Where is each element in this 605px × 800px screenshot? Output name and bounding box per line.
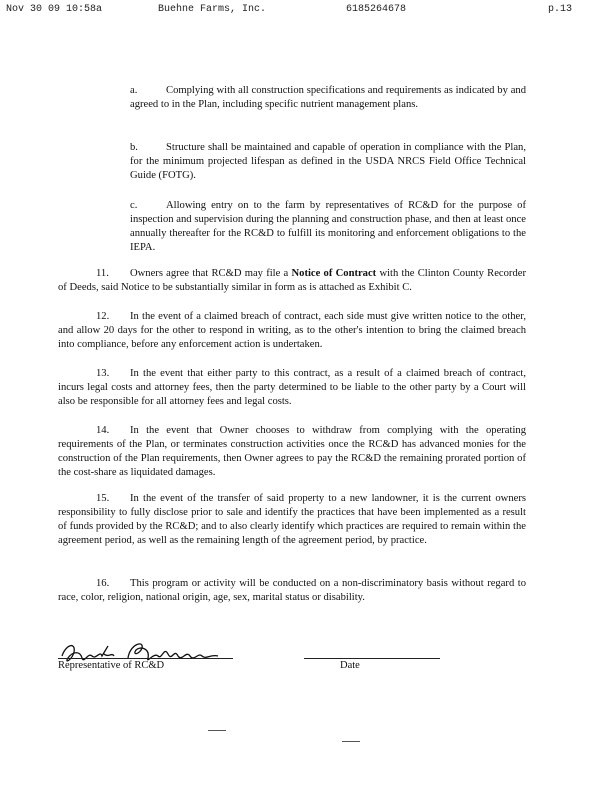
- paragraph-number: 11.: [96, 268, 109, 279]
- paragraph-11: [58, 267, 526, 295]
- paragraph-text: In the event of the transfer of said property to a new landowner, it is the current owners responsibility to fully disclose prior to sale and identify the practices that have been implemented as a result of funds provided by the RC&D; and to also clearly identify which practices are required to remain within the agreement period, as well as the remaining length of the agreement period, by practice.: [58, 493, 526, 546]
- sub-item-c: [130, 199, 526, 255]
- paragraph-text: In the event that Owner chooses to withdraw from complying with the operating requirements of the Plan, or terminates construction activities once the RC&D has advanced monies for the construction of the Plan requirements, then Owner agrees to pay the RC&D the remaining prorated portion of the cost-share as liquidated damages.: [58, 425, 526, 478]
- paragraph-number: 16.: [96, 578, 110, 589]
- paragraph-number: 12.: [96, 311, 110, 322]
- sub-item-label: a.: [130, 85, 138, 96]
- sub-item-text: Complying with all construction specifications and requirements as indicated by and agreed to in the Plan, including specific nutrient management plans.: [130, 85, 526, 110]
- sub-item-text: Structure shall be maintained and capable of operation in compliance with the Plan, for the minimum projected lifespan as defined in the USDA NRCS Field Office Technical Guide (FOTG).: [130, 142, 526, 181]
- paragraph-text: In the event of a claimed breach of contract, each side must give written notice to the other, and allow 20 days for the other to respond in writing, as to the other's intention to bring the claimed breach into compliance, before any enforcement action is undertaken.: [58, 311, 526, 350]
- sub-item-text: Allowing entry on to the farm by representatives of RC&D for the purpose of inspection and supervision during the planning and construction phase, and then at least once annually thereafter for the RC&D to fulfill its monitoring and enforcement obligations to the IEPA.: [130, 200, 526, 253]
- paragraph-number: 14.: [96, 425, 110, 436]
- paragraph-number: 13.: [96, 368, 110, 379]
- scan-mark: [208, 730, 226, 731]
- paragraph-16: [58, 577, 526, 605]
- paragraph-number: 15.: [96, 493, 110, 504]
- signature-block: [0, 630, 605, 690]
- fax-page-number: p.13: [548, 4, 573, 15]
- paragraph-text: This program or activity will be conducted on a non-discriminatory basis without regard to race, color, religion, national origin, age, sex, marital status or disability.: [58, 578, 526, 603]
- date-line: [304, 658, 440, 659]
- paragraph-text-before: Owners agree that RC&D may file a: [130, 268, 289, 279]
- sub-item-b: [130, 141, 526, 183]
- scan-mark: [342, 741, 360, 742]
- paragraph-14: [58, 424, 526, 480]
- sub-item-label: c.: [130, 200, 138, 211]
- signature-line: [58, 658, 233, 659]
- notice-of-contract-term: Notice of Contract: [291, 268, 377, 279]
- paragraph-12: [58, 310, 526, 352]
- signer-label: Representative of RC&D: [58, 660, 165, 671]
- sub-item-label: b.: [130, 142, 138, 153]
- paragraph-13: [58, 367, 526, 409]
- sub-item-a: [130, 84, 526, 112]
- fax-company: Buehne Farms, Inc.: [158, 4, 267, 15]
- date-label: Date: [340, 660, 360, 671]
- fax-datetime: Nov 30 09 10:58a: [6, 4, 103, 15]
- paragraph-text-after: with the Clinton County Recorder of Deeds, said Notice to be substantially similar in form as is attached as Exhibit C.: [58, 268, 526, 293]
- paragraph-15: [58, 492, 526, 548]
- fax-phone: 6185264678: [346, 4, 407, 15]
- paragraph-text: In the event that either party to this contract, as a result of a claimed breach of contract, incurs legal costs and attorney fees, then the party determined to be liable to the other party by a Court will also be responsible for all attorney fees and legal costs.: [58, 368, 526, 407]
- fax-header: [0, 4, 605, 18]
